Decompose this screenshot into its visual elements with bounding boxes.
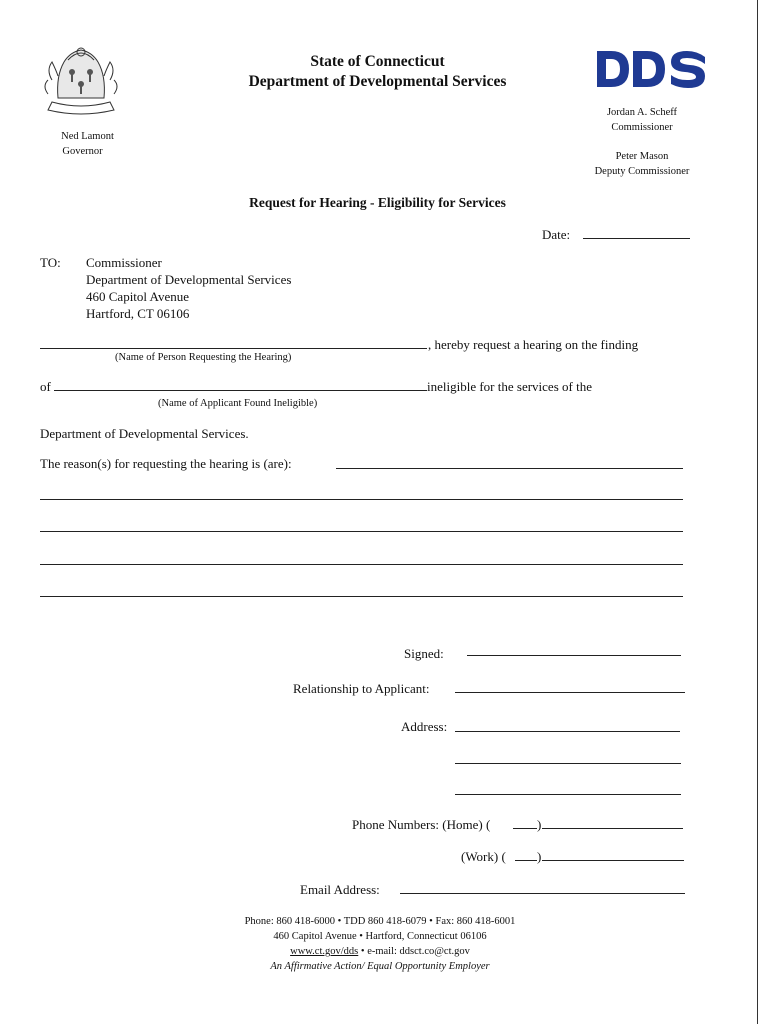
commissioner-title: Commissioner xyxy=(611,122,673,133)
reasons-label: The reason(s) for requesting the hearing is (are): xyxy=(40,456,292,471)
of-label: of xyxy=(40,379,51,394)
address-field-2[interactable] xyxy=(455,763,681,764)
work-paren-close: ) xyxy=(537,849,542,864)
form-title: Request for Hearing - Eligibility for Services xyxy=(249,195,506,210)
reason-field-1[interactable] xyxy=(336,468,683,469)
reason-field-5[interactable] xyxy=(40,596,683,597)
email-label: Email Address: xyxy=(300,882,380,897)
deputy-name: Peter Mason xyxy=(615,151,669,162)
address-field-1[interactable] xyxy=(455,731,680,732)
deputy-title: Deputy Commissioner xyxy=(594,166,690,177)
ineligible-text: ineligible for the services of the xyxy=(427,379,592,394)
request-text: , hereby request a hearing on the finding xyxy=(428,337,639,352)
applicant-caption: (Name of Applicant Found Ineligible) xyxy=(158,398,318,409)
relationship-field[interactable] xyxy=(455,692,685,693)
requester-name-field[interactable] xyxy=(40,348,427,349)
home-paren-close: ) xyxy=(537,817,542,832)
footer-web-line xyxy=(180,944,580,959)
department-name: Department of Developmental Services xyxy=(248,73,507,90)
footer-email: • e-mail: ddsct.co@ct.gov xyxy=(360,946,470,957)
website-link[interactable]: www.ct.gov/dds xyxy=(290,946,359,957)
state-name: State of Connecticut xyxy=(310,53,445,70)
footer-address-line: 460 Capitol Avenue • Hartford, Connecticut 06106 xyxy=(273,931,487,942)
to-line-1: Commissioner xyxy=(86,255,162,270)
applicant-name-field[interactable] xyxy=(54,390,427,391)
requester-caption: (Name of Person Requesting the Hearing) xyxy=(115,352,292,363)
signed-field[interactable] xyxy=(467,655,681,656)
page-edge xyxy=(757,0,758,1024)
footer-tagline: An Affirmative Action/ Equal Opportunity Employer xyxy=(270,961,490,972)
signed-label: Signed: xyxy=(404,646,444,661)
home-phone-label: Phone Numbers: (Home) ( xyxy=(352,817,491,832)
address-label: Address: xyxy=(401,719,448,734)
relationship-label: Relationship to Applicant: xyxy=(293,681,430,696)
date-field[interactable] xyxy=(583,238,690,239)
reason-field-3[interactable] xyxy=(40,531,683,532)
work-phone-label: (Work) ( xyxy=(461,849,506,864)
governor-name: Ned Lamont xyxy=(61,131,114,142)
work-area-code-field[interactable] xyxy=(515,860,537,861)
governor-title: Governor xyxy=(62,146,103,157)
reason-field-4[interactable] xyxy=(40,564,683,565)
home-area-code-field[interactable] xyxy=(513,828,537,829)
to-line-4: Hartford, CT 06106 xyxy=(86,306,190,321)
reason-field-2[interactable] xyxy=(40,499,683,500)
commissioner-name: Jordan A. Scheff xyxy=(606,107,678,118)
to-label: TO: xyxy=(40,255,61,270)
dds-logo-icon xyxy=(597,47,709,91)
footer-phone-line: Phone: 860 418-6000 • TDD 860 418-6079 • Fax: 860 418-6001 xyxy=(244,916,516,927)
to-line-2: Department of Developmental Services xyxy=(86,272,292,287)
date-label: Date: xyxy=(542,227,571,242)
address-field-3[interactable] xyxy=(455,794,681,795)
dds-logo xyxy=(597,47,709,91)
home-phone-field[interactable] xyxy=(542,828,683,829)
email-field[interactable] xyxy=(400,893,685,894)
work-phone-field[interactable] xyxy=(542,860,684,861)
to-line-3: 460 Capitol Avenue xyxy=(86,289,190,304)
department-line: Department of Developmental Services. xyxy=(40,426,249,441)
connecticut-seal-icon xyxy=(38,40,124,116)
